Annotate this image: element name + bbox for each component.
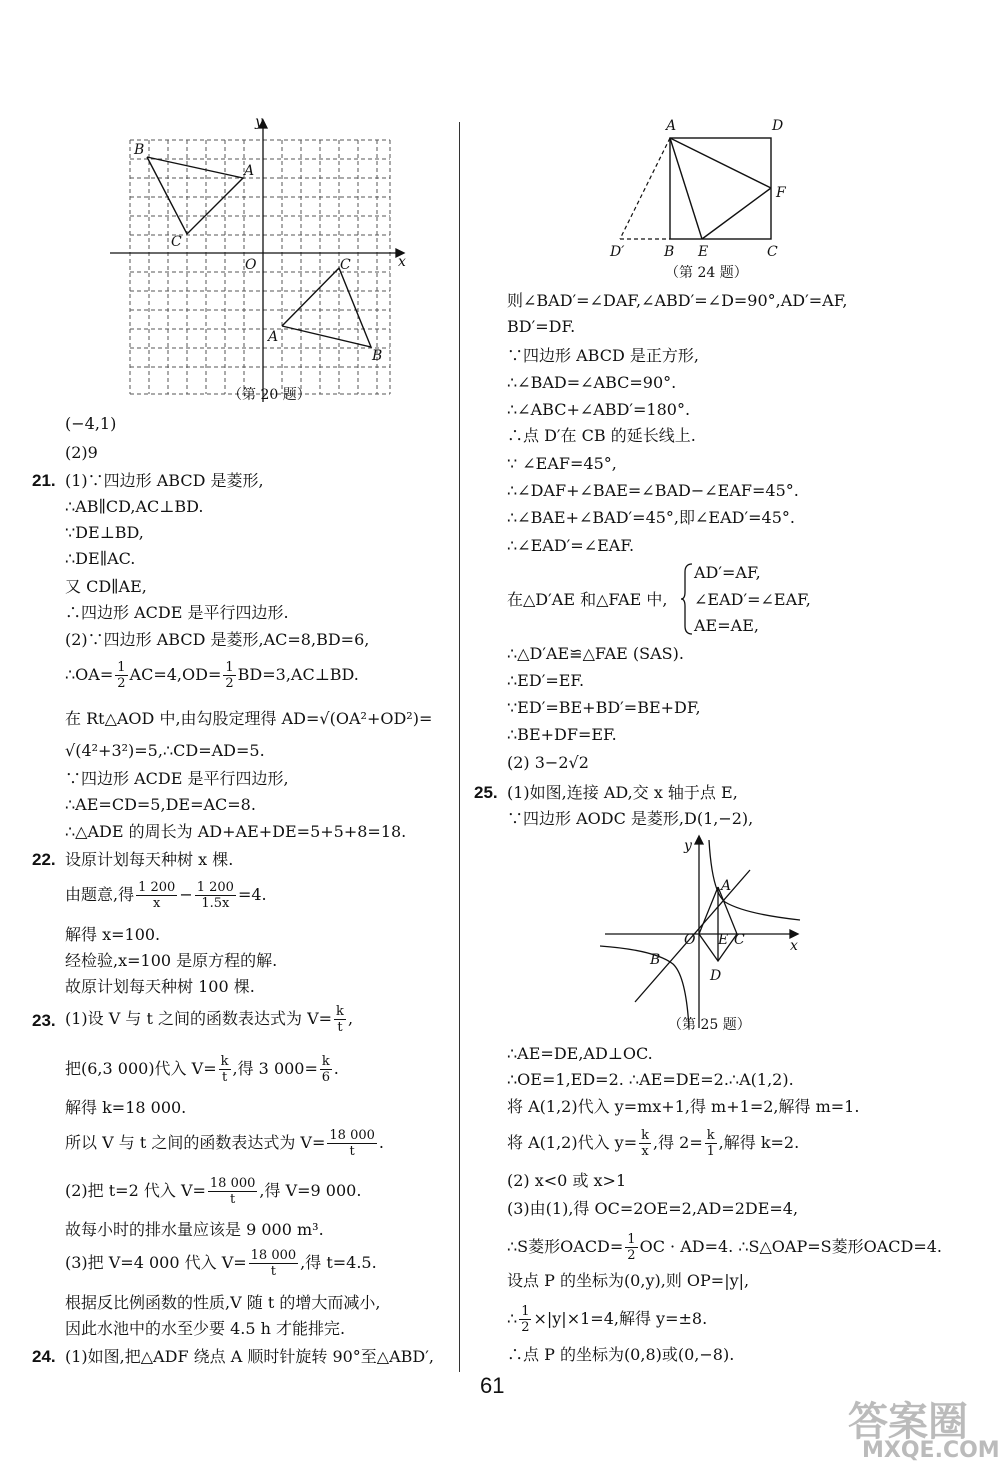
q25-line: 将 A(1,2)代入 y= $\frac{k}{x}$ ,得 2= $\frac{k}{1}$ ,解得 k=2. [507,1128,800,1159]
point-D: D [772,118,784,134]
q21-line: 在 Rt△AOD 中,由勾股定理得 AD=√(OA²+OD²)= [65,709,433,728]
q21-line: (2)∵四边形 ABCD 是菱形,AC=8,BD=6, [65,630,370,649]
q23-line: (2)把 t=2 代入 V= $\frac{18 000}{t}$ ,得 V=9 000. [65,1176,362,1207]
answer-20-2: (2)9 [65,443,98,462]
q21-line: ∴DE∥AC. [65,549,136,568]
q24-line: ∴∠DAF+∠BAE=∠BAD−∠EAF=45°. [507,481,799,500]
q21-line: 又 CD∥AE, [65,577,147,596]
page-number: 61 [480,1373,505,1398]
q21-line: ∴AE=CD=5,DE=AC=8. [65,795,256,814]
q24-line: ∴ED′=EF. [507,671,585,690]
q22-number: 22. [32,850,56,869]
q25-line: (1)如图,连接 AD,交 x 轴于点 E, [507,783,738,802]
figure-20-caption: （第 20 题） [228,387,311,403]
x-axis-label: x [790,938,798,954]
q23-line: 把(6,3 000)代入 V= $\frac{k}{t}$ ,得 3 000= $\frac{k}{6}$ . [65,1054,339,1085]
q24-line: ∴BE+DF=EF. [507,725,617,744]
figure-25 [600,832,810,1032]
point-F: F [776,185,786,201]
point-C: C [171,234,182,250]
q25-line: (3)由(1),得 OC=2OE=2,AD=2DE=4, [507,1199,799,1218]
q23-line: 故每小时的排水量应该是 9 000 m³. [65,1220,324,1239]
q21-line: ∵DE⊥BD, [65,523,144,542]
q21-line: (1)∵四边形 ABCD 是菱形, [65,471,264,490]
q23-line: 根据反比例函数的性质,V 随 t 的增大而减小, [65,1293,381,1312]
q25-line: ∴AE=DE,AD⊥OC. [507,1044,653,1063]
q24-line: ∵ ∠EAF=45°, [507,454,617,473]
q21-line: ∴四边形 ACDE 是平行四边形. [65,603,289,622]
q24-line: (2) 3−2√2 [507,753,589,772]
q24-line: ∴∠BAE+∠BAD′=45°,即∠EAD′=45°. [507,508,795,527]
q23-line: 因此水池中的水至少要 4.5 h 才能排完. [65,1319,346,1338]
point-O: O [684,932,696,948]
q24-line: BD′=DF. [507,317,576,336]
q22-equation: 由题意,得 $\frac{1 200}{x}$ − $\frac{1 200}{1.5x}$ =4. [65,880,267,911]
q22-line: 故原计划每天种树 100 棵. [65,977,255,996]
x-axis-label: x [398,254,406,270]
point-D-prime: D′ [610,244,625,260]
point-A2: A [268,329,279,345]
figure-24 [600,112,800,262]
q21-line: ∴AB∥CD,AC⊥BD. [65,497,204,516]
q24-line: ∴∠EAD′=∠EAF. [507,536,635,555]
q24-system-line: AD′=AF, [694,563,761,582]
brace [680,562,694,636]
q25-line: ∴点 P 的坐标为(0,8)或(0,−8). [507,1345,735,1364]
y-axis-label: y [684,838,692,854]
point-E: E [718,932,729,948]
origin-label: O [245,257,257,273]
q25-line: 设点 P 的坐标为(0,y),则 OP=|y|, [507,1271,750,1290]
point-A: A [244,163,255,179]
q24-line: 则∠BAD′=∠DAF,∠ABD′=∠D=90°,AD′=AF, [507,291,848,310]
q23-number: 23. [32,1011,56,1030]
point-B: B [664,244,675,260]
q25-line: ∴OE=1,ED=2. ∴AE=DE=2.∴A(1,2). [507,1070,794,1089]
q25-line: ∵四边形 AODC 是菱形,D(1,−2), [507,809,754,828]
point-E: E [698,244,709,260]
point-B: B [134,142,145,158]
q23-line: (1)设 V 与 t 之间的函数表达式为 V= $\frac{k}{t}$ , [65,1004,354,1035]
q24-system-line: ∠EAD′=∠EAF, [694,590,811,609]
q23-line: 所以 V 与 t 之间的函数表达式为 V= $\frac{18 000}{t}$ . [65,1128,384,1159]
q22-line: 解得 x=100. [65,925,161,944]
point-C2: C [340,257,351,273]
q24-line: ∵四边形 ABCD 是正方形, [507,346,699,365]
point-B2: B [372,348,383,364]
q25-line: 将 A(1,2)代入 y=mx+1,得 m+1=2,解得 m=1. [507,1097,860,1116]
q24-line: ∵ED′=BE+BD′=BE+DF, [507,698,701,717]
q22-line: 经检验,x=100 是原方程的解. [65,951,278,970]
q25-line: (2) x<0 或 x>1 [507,1171,627,1190]
q21-line: ∵四边形 ACDE 是平行四边形, [65,769,289,788]
q24-system-intro: 在△D′AE 和△FAE 中, [507,590,668,609]
y-axis-label: y [255,114,263,130]
point-B: B [650,952,661,968]
figure-24-caption: （第 24 题） [665,265,748,281]
figure-25-caption: （第 25 题） [668,1017,751,1033]
q22-line: 设原计划每天种树 x 棵. [65,850,234,869]
q24-line: (1)如图,把△ADF 绕点 A 顺时针旋转 90°至△ABD′, [65,1347,434,1366]
q21-line: ∴△ADE 的周长为 AD+AE+DE=5+5+8=18. [65,822,407,841]
column-divider [459,122,460,1372]
q25-number: 25. [474,783,498,802]
q25-line: ∴S菱形OACD= $\frac{1}{2}$ OC · AD=4. ∴S△OAP=S菱形OACD=4. [507,1232,943,1263]
watermark-url: MXQE.COM [862,1438,1000,1463]
q21-number: 21. [32,471,56,490]
q24-number: 24. [32,1347,56,1366]
q23-line: 解得 k=18 000. [65,1098,187,1117]
q24-line: ∴点 D′在 CB 的延长线上. [507,426,696,445]
point-A: A [721,878,732,894]
q24-line: ∴△D′AE≌△FAE (SAS). [507,644,684,663]
q21-line: √(4²+3²)=5,∴CD=AD=5. [65,741,265,760]
q25-line: ∴ $\frac{1}{2}$ ×|y|×1=4,解得 y=±8. [507,1304,708,1335]
q24-line: ∴∠BAD=∠ABC=90°. [507,373,677,392]
figure-20 [100,112,420,412]
point-D: D [710,968,722,984]
answer-20-1: (−4,1) [65,414,117,433]
q21-line-fraction: ∴OA= $\frac{1}{2}$ AC=4,OD= $\frac{1}{2}$ BD=3,AC⊥BD. [65,660,359,691]
q24-system-line: AE=AE, [694,616,759,635]
watermark-logo: 答案圈 [848,1399,968,1445]
q23-line: (3)把 V=4 000 代入 V= $\frac{18 000}{t}$ ,得 t=4.5. [65,1248,377,1279]
point-A: A [666,118,677,134]
point-C: C [734,932,745,948]
q24-line: ∴∠ABC+∠ABD′=180°. [507,400,691,419]
point-C: C [767,244,778,260]
